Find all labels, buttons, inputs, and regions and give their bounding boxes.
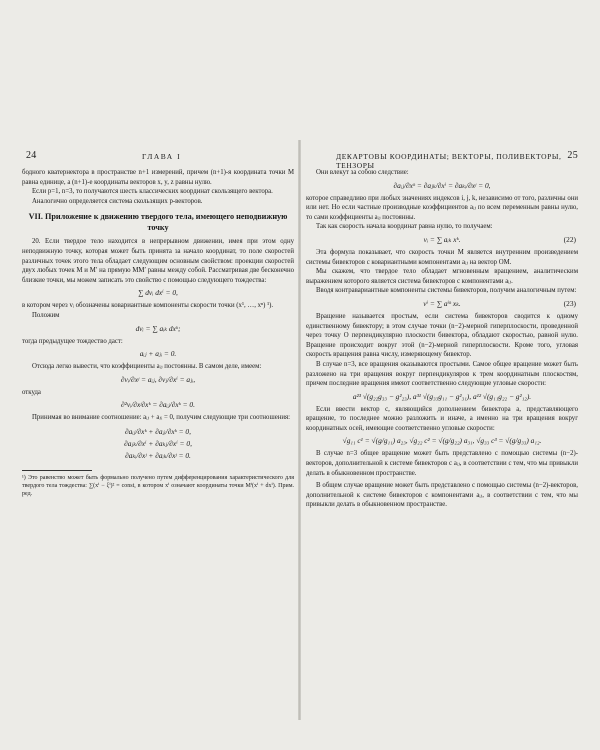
equation-row-3: ∂aₖᵢ/∂xʲ + ∂aᵢₖ/∂xʲ = 0.	[125, 450, 191, 460]
paragraph-n3: В случае n=3, все вращения оказываются простыми. Самое общее вращение может быть разложено на три вращения вокруг перпендикуляров к трем координатным плоскостям, причем последние вращения имеют соответственно следующие угловые скорости:	[306, 360, 578, 388]
right-running-head	[306, 150, 578, 170]
paragraph-contravariant: Вводя контравариантные компоненты системы бивекторов, получим аналогичным путем:	[316, 287, 577, 295]
equation-antisymmetry: aᵢⱼ + aⱼᵢ = 0.	[139, 349, 177, 359]
paragraph-then: тогда предыдущее тождество даст:	[22, 337, 123, 345]
left-page-number: 24	[26, 150, 37, 161]
book-gutter	[298, 140, 301, 720]
paragraph-valid: которое справедливо при любых значениях индексов i, j, k, независимо от того, различны они или нет. Но если частные производные коэффициентов aᵢⱼ по всем переменным равны нулю, то сами коэффициенты aᵢⱼ постоянны.	[306, 194, 578, 221]
equation-zero-derivatives: ∂aᵢⱼ/∂xᵏ = ∂aⱼₖ/∂xⁱ = ∂aₖᵢ/∂xʲ = 0,	[393, 180, 491, 190]
equation-23	[306, 299, 578, 309]
equation-22-number: (22)	[563, 234, 576, 244]
paragraph-relations: Принимая во внимание соотношение: aᵢⱼ + aⱼᵢ = 0, получим следующие три соотношения:	[32, 414, 290, 422]
equation-22	[306, 235, 578, 245]
paragraph-general: В общем случае вращение может быть представлено с помощью системы (n−2)-векторов, дополнительной к системе бивекторов с компонентами aᵢⱼ, в соответствии с тем, что мы привыкли делать в обыкновенном пространстве.	[306, 482, 578, 509]
paragraph-derive: Отсюда легко вывести, что коэффициенты aᵢⱼ постоянны. В самом деле, имеем:	[32, 363, 262, 371]
paragraph-follows: Они влекут за собою следствие:	[316, 169, 409, 176]
paragraph-whence: откуда	[22, 388, 41, 396]
chapter-heading: ГЛАВА I	[142, 152, 182, 161]
equation-second-derivative: ∂²vᵢ/∂xʲ∂xᵏ = ∂aᵢⱼ/∂xᵏ = 0.	[121, 400, 195, 410]
paragraph-since: Так как скорость начала координат равна нулю, то получаем:	[316, 223, 493, 231]
right-page-number: 25	[567, 150, 578, 161]
footnote-rule	[22, 470, 92, 471]
paragraph-intro: бодного кватернектора в пространстве n+1 измерений, причем (n+1)-я координата точки M равна единице, а (n+1)-е координаты векторов x, y, z равны нулю.	[22, 169, 294, 186]
equation-partials: ∂vᵢ/∂xʲ = aᵢⱼ, ∂vⱼ/∂xⁱ = aⱼᵢ,	[120, 374, 196, 384]
paragraph-analog: Аналогично определяется система скользящих p-векторов.	[32, 197, 203, 205]
paragraph-rotation: Вращение называется простым, если система бивекторов сводится к одному единственному бивектору; в этом случае точки (n−2)-мерной гиперплоскости, проведенной через точку O перпендикулярно плоскости бивектора, обладают скоростью, равной нулю. Вращение происходит вокруг этой (n−2)-мерной гиперплоскости. Кроме того, угловая скорость вращения равна числу, измеряющему бивектор.	[306, 312, 578, 359]
left-running-head	[22, 150, 294, 164]
paragraph-formula: Эта формула показывает, что скорость точки M является внутренним произведением системы бивекторов с ковариантными компонентами aᵢⱼ на вектор OM.	[306, 248, 578, 266]
equation-row-2: ∂aⱼₖ/∂xⁱ + ∂aₖⱼ/∂xⁱ = 0,	[124, 438, 192, 448]
equation-22-body: vᵢ = ∑ aᵢₖ xᵏ.	[423, 234, 461, 244]
section-title: VII. Приложение к движению твердого тела, имеющего неподвижную точку	[28, 212, 288, 232]
right-page	[306, 150, 578, 705]
paragraph-n3-system: В случае n=3 общее вращение может быть представлено с помощью системы (n−2)-векторов, дополнительной к системе бивекторов с aᵢⱼ, в соответствии с тем, что мы привыкли делать в обыкновенном пространстве.	[306, 450, 578, 477]
paragraph-covariant: в котором через vᵢ обозначены ковариантные компоненты скорости точки (x¹, …, xⁿ) ¹).	[22, 302, 274, 310]
equation-group	[22, 426, 294, 462]
equation-axis-velocities: √g₁₁ c¹ = √(g/g₁₁) a₂₃, √g₂₂ c² = √(g/g₂₂) a₃₁, √g₃₃ c³ = √(g/g₃₃) a₁₂.	[342, 436, 542, 446]
equation-angular-velocities: a²³ √(g₂₂g₃₃ − g²₂₃), a³¹ √(g₃₃g₁₁ − g²₃₁), a¹² √(g₁₁g₂₂ − g²₁₂).	[352, 391, 532, 401]
paragraph-instantaneous: Мы скажем, что твердое тело обладает мгновенным вращением, аналитическим выражением которого является система бивекторов с компонентами aᵢⱼ.	[306, 268, 578, 285]
footnote: ¹) Это равенство может быть формально получено путем дифференцирования характеристического для твердого тела тождества: ∑(xⁱ − ξⁱ)² = const, в котором xⁱ означают координаты точки Mⁱ(xⁱ + dxⁱ). Прим. ред.	[22, 474, 294, 498]
paragraph-set: Положим	[32, 311, 60, 319]
paragraph-20: 20. Если твердое тело находится в непрерывном движении, имея при этом одну неподвижную точку, которая может быть принята за начало координат, то поле скоростей различных точек этого тела обладает следующим основным свойством: проекции скоростей двух любых точек M и M′ на прямую MM′ равны между собой. Рассматривая две бесконечно близкие точки, мы можем записать это свойство с помощью следующего тождества:	[22, 238, 294, 284]
equation-identity: ∑ dvᵢ dxⁱ = 0,	[138, 288, 178, 298]
equation-dv: dvᵢ = ∑ aᵢₖ dxᵏ;	[135, 323, 181, 333]
left-page	[22, 150, 294, 705]
running-title: ДЕКАРТОВЫ КООРДИНАТЫ; ВЕКТОРЫ, ПОЛИВЕКТОРЫ, ТЕНЗОРЫ	[336, 152, 562, 170]
equation-row-1: ∂aᵢⱼ/∂xᵏ + ∂aⱼᵢ/∂xᵏ = 0,	[125, 426, 191, 436]
paragraph-vector-c: Если ввести вектор c, являющийся дополнением бивектора a, представляющего вращение, то последнее можно разложить и иначе, а именно на три вращения вокруг координатных осей, имеющие соответственно угловые скорости:	[306, 405, 578, 432]
equation-23-body: vⁱ = ∑ aⁱᵏ xₖ.	[423, 298, 461, 308]
paragraph-case: Если p=1, n=3, то получаются шесть классических координат скользящего вектора.	[32, 188, 273, 196]
equation-23-number: (23)	[563, 298, 576, 308]
